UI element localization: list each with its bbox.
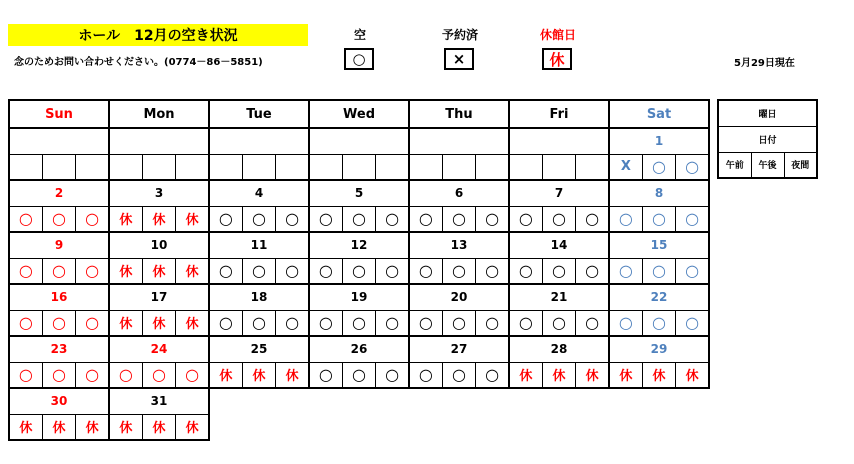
slot-afternoon: ○ — [642, 258, 675, 284]
slot-afternoon: 休 — [42, 414, 75, 440]
slot-afternoon: 休 — [142, 414, 175, 440]
calendar-date: 16 — [9, 284, 109, 310]
slot-evening — [476, 154, 509, 180]
calendar-date: 27 — [409, 336, 509, 362]
slot-afternoon: ○ — [442, 362, 475, 388]
calendar-date: 1 — [609, 128, 709, 154]
slot-morning: 休 — [109, 258, 142, 284]
slot-morning: ○ — [509, 258, 542, 284]
slot-afternoon: 休 — [142, 310, 175, 336]
date-row — [9, 336, 709, 362]
legend-symbol: ○ — [344, 48, 374, 70]
slot-afternoon: ○ — [542, 258, 575, 284]
slot-evening: ○ — [476, 310, 509, 336]
slot-afternoon — [142, 154, 175, 180]
slot-evening: 休 — [176, 414, 209, 440]
calendar-date — [9, 128, 109, 154]
slot-evening: ○ — [76, 258, 109, 284]
slot-evening: 休 — [76, 414, 109, 440]
slot-evening: ○ — [476, 258, 509, 284]
calendar-date — [209, 128, 309, 154]
slot-morning: 休 — [209, 362, 242, 388]
as-of-date: 5月29日現在 — [734, 58, 795, 69]
slot-evening: ○ — [576, 310, 609, 336]
slot-evening: 休 — [176, 258, 209, 284]
slot-evening: ○ — [376, 362, 409, 388]
key-slot-morning: 午前 — [718, 152, 751, 178]
calendar-date — [109, 128, 209, 154]
calendar-date: 10 — [109, 232, 209, 258]
slot-afternoon: ○ — [242, 206, 275, 232]
slot-afternoon: ○ — [42, 362, 75, 388]
slot-afternoon: ○ — [342, 310, 375, 336]
slot-afternoon — [442, 154, 475, 180]
slot-afternoon: ○ — [642, 206, 675, 232]
slot-morning: ○ — [209, 310, 242, 336]
weekday-header-mon: Mon — [109, 100, 209, 128]
slot-morning: ○ — [609, 310, 642, 336]
slot-morning: ○ — [609, 258, 642, 284]
slot-evening: 休 — [276, 362, 309, 388]
legend-symbol: 休 — [542, 48, 572, 70]
weekday-header-sun: Sun — [9, 100, 109, 128]
calendar-date: 18 — [209, 284, 309, 310]
calendar-date: 17 — [109, 284, 209, 310]
calendar-date: 24 — [109, 336, 209, 362]
availability-calendar — [8, 99, 710, 441]
slot-evening: ○ — [176, 362, 209, 388]
slot-evening: ○ — [476, 362, 509, 388]
slot-afternoon: 休 — [142, 258, 175, 284]
weekday-header-tue: Tue — [209, 100, 309, 128]
slot-row — [9, 414, 709, 440]
calendar-date: 29 — [609, 336, 709, 362]
slot-row — [9, 154, 709, 180]
slot-morning — [209, 154, 242, 180]
calendar-date: 4 — [209, 180, 309, 206]
slot-evening: ○ — [476, 206, 509, 232]
slot-morning: 休 — [109, 414, 142, 440]
slot-evening: ○ — [76, 362, 109, 388]
slot-morning: 休 — [109, 310, 142, 336]
slot-evening: ○ — [676, 206, 709, 232]
slot-evening — [376, 154, 409, 180]
slot-evening: ○ — [676, 310, 709, 336]
calendar-date: 8 — [609, 180, 709, 206]
slot-morning: ○ — [9, 206, 42, 232]
calendar-date: 15 — [609, 232, 709, 258]
slot-afternoon: ○ — [42, 258, 75, 284]
slot-afternoon — [342, 154, 375, 180]
calendar-date: 25 — [209, 336, 309, 362]
slot-morning — [9, 154, 42, 180]
weekday-header-row — [9, 100, 709, 128]
slot-evening: ○ — [76, 310, 109, 336]
slot-morning: ○ — [309, 206, 342, 232]
slot-afternoon: ○ — [442, 310, 475, 336]
slot-afternoon: ○ — [342, 362, 375, 388]
slot-evening — [76, 154, 109, 180]
key-date-label: 日付 — [718, 126, 817, 152]
calendar-date: 5 — [309, 180, 409, 206]
slot-morning: ○ — [309, 258, 342, 284]
calendar-date: 19 — [309, 284, 409, 310]
slot-morning — [109, 154, 142, 180]
calendar-date: 26 — [309, 336, 409, 362]
slot-morning: 休 — [109, 206, 142, 232]
slot-evening: ○ — [276, 310, 309, 336]
slot-afternoon — [242, 154, 275, 180]
slot-morning: 休 — [609, 362, 642, 388]
slot-afternoon: 休 — [642, 362, 675, 388]
slot-morning: 休 — [509, 362, 542, 388]
weekday-header-thu: Thu — [409, 100, 509, 128]
slot-morning: ○ — [109, 362, 142, 388]
slot-morning: ○ — [9, 362, 42, 388]
slot-morning: ○ — [209, 258, 242, 284]
slot-row — [9, 310, 709, 336]
slot-morning — [309, 154, 342, 180]
page-title: ホール 12月の空き状況 — [8, 24, 308, 46]
slot-row — [9, 258, 709, 284]
legend-label: 休館日 — [539, 28, 576, 42]
slot-afternoon: 休 — [542, 362, 575, 388]
slot-evening: ○ — [576, 206, 609, 232]
key-weekday-label: 曜日 — [718, 100, 817, 126]
slot-afternoon: ○ — [242, 310, 275, 336]
slot-morning: ○ — [309, 362, 342, 388]
slot-evening: ○ — [276, 206, 309, 232]
calendar-date: 31 — [109, 388, 209, 414]
calendar-date: 30 — [9, 388, 109, 414]
slot-morning: ○ — [509, 206, 542, 232]
calendar-date: 13 — [409, 232, 509, 258]
slot-afternoon: ○ — [142, 362, 175, 388]
calendar-date: 3 — [109, 180, 209, 206]
slot-evening: ○ — [76, 206, 109, 232]
key-slot-afternoon: 午後 — [751, 152, 784, 178]
legend-label: 予約済 — [441, 28, 478, 42]
date-row — [9, 388, 709, 414]
slot-morning: X — [609, 154, 642, 180]
slot-afternoon: ○ — [542, 310, 575, 336]
calendar-date: 6 — [409, 180, 509, 206]
date-row — [9, 232, 709, 258]
calendar-date: 14 — [509, 232, 609, 258]
slot-row — [9, 362, 709, 388]
slot-afternoon: ○ — [342, 258, 375, 284]
weekday-header-wed: Wed — [309, 100, 409, 128]
slot-evening — [276, 154, 309, 180]
slot-afternoon: ○ — [42, 310, 75, 336]
calendar-date: 7 — [509, 180, 609, 206]
slot-evening: ○ — [376, 310, 409, 336]
calendar-date: 11 — [209, 232, 309, 258]
slot-morning: ○ — [609, 206, 642, 232]
slot-morning: ○ — [9, 310, 42, 336]
slot-afternoon: 休 — [242, 362, 275, 388]
weekday-header-fri: Fri — [509, 100, 609, 128]
slot-evening: ○ — [676, 154, 709, 180]
legend-symbol: × — [444, 48, 474, 70]
weekday-header-sat: Sat — [609, 100, 709, 128]
slot-evening: ○ — [576, 258, 609, 284]
calendar-date: 21 — [509, 284, 609, 310]
slot-morning — [509, 154, 542, 180]
slot-afternoon: ○ — [342, 206, 375, 232]
calendar-date: 9 — [9, 232, 109, 258]
date-row — [9, 284, 709, 310]
slot-evening: 休 — [576, 362, 609, 388]
slot-afternoon: ○ — [542, 206, 575, 232]
slot-morning: ○ — [409, 362, 442, 388]
slot-evening: ○ — [376, 206, 409, 232]
slot-morning: ○ — [509, 310, 542, 336]
slot-afternoon: ○ — [442, 206, 475, 232]
slot-afternoon: ○ — [442, 258, 475, 284]
legend-label: 空 — [353, 28, 366, 42]
slot-morning: 休 — [9, 414, 42, 440]
slot-evening — [176, 154, 209, 180]
slot-morning: ○ — [209, 206, 242, 232]
slot-morning: ○ — [9, 258, 42, 284]
slot-morning: ○ — [409, 258, 442, 284]
slot-evening: 休 — [676, 362, 709, 388]
slot-evening: 休 — [176, 206, 209, 232]
calendar-date — [409, 128, 509, 154]
slot-afternoon — [42, 154, 75, 180]
calendar-date: 12 — [309, 232, 409, 258]
slot-morning — [409, 154, 442, 180]
contact-note: 念のためお問い合わせください。(0774－86－5851) — [14, 57, 263, 68]
slot-row — [9, 206, 709, 232]
calendar-date: 22 — [609, 284, 709, 310]
slot-evening: 休 — [176, 310, 209, 336]
date-row — [9, 128, 709, 154]
slot-afternoon: ○ — [242, 258, 275, 284]
slot-key-table — [717, 99, 818, 179]
slot-evening: ○ — [676, 258, 709, 284]
slot-evening: ○ — [376, 258, 409, 284]
date-row — [9, 180, 709, 206]
slot-afternoon: 休 — [142, 206, 175, 232]
calendar-date: 2 — [9, 180, 109, 206]
calendar-date — [509, 128, 609, 154]
slot-evening — [576, 154, 609, 180]
calendar-date: 20 — [409, 284, 509, 310]
slot-evening: ○ — [276, 258, 309, 284]
slot-morning: ○ — [409, 206, 442, 232]
calendar-date — [309, 128, 409, 154]
slot-afternoon: ○ — [42, 206, 75, 232]
slot-morning: ○ — [309, 310, 342, 336]
calendar-date: 23 — [9, 336, 109, 362]
slot-afternoon: ○ — [642, 310, 675, 336]
calendar-date: 28 — [509, 336, 609, 362]
slot-morning: ○ — [409, 310, 442, 336]
slot-afternoon — [542, 154, 575, 180]
key-slot-evening: 夜間 — [784, 152, 817, 178]
slot-afternoon: ○ — [642, 154, 675, 180]
